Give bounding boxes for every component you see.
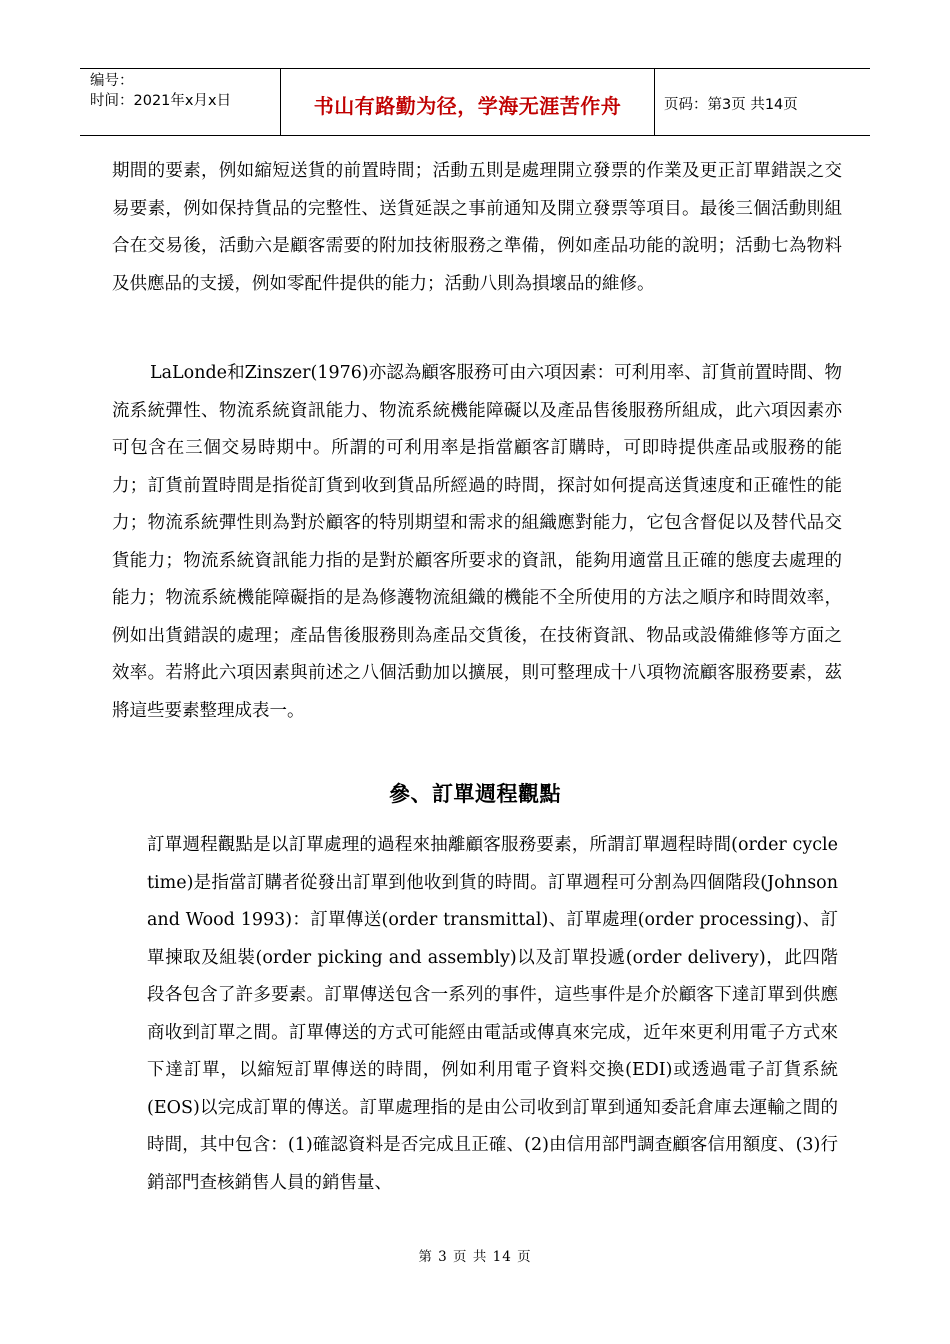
paragraph-lalonde-zinszer: LaLonde和Zinszer(1976)亦認為顧客服務可由六項因素：可利用率、訂貨前置時間、物流系統彈性、物流系統資訊能力、物流系統機能障礙以及產品售後服務所組成，此六項因素亦可包含在三個交易時期中。所謂的可利用率是指當顧客訂購時，可即時提供產品或服務的能力；訂貨前置時間是指從訂貨到收到貨品所經過的時間，探討如何提高送貨速度和正確性的能力；物流系統彈性則為對於顧客的特別期望和需求的組織應對能力，它包含督促以及替代品交貨能力；物流系統資訊能力指的是對於顧客所要求的資訊，能夠用適當且正確的態度去處理的能力；物流系統機能障礙指的是為修護物流組織的機能不全所使用的方法之順序和時間效率，例如出貨錯誤的處理；產品售後服務則為產品交貨後，在技術資訊、物品或設備維修等方面之效率。若將此六項因素與前述之八個活動加以擴展，則可整理成十八項物流顧客服務要素，茲將這些要素整理成表一。 bbox=[112, 363, 842, 721]
page-header bbox=[80, 68, 870, 136]
document-date-label: 时间：2021年x月x日 bbox=[90, 93, 232, 109]
header-motto: 书山有路勤为径，学海无涯苦作舟 bbox=[281, 69, 655, 135]
paragraph-order-cycle: 訂單週程觀點是以訂單處理的過程來抽離顧客服務要素，所謂訂單週程時間(order cycle time)是指當訂購者從發出訂單到他收到貨的時間。訂單週程可分割為四個階段(Johnson and Wood 1993)：訂單傳送(order transmittal)、訂單處理(order processing)、訂單揀取及組裝(order picking and assembly)以及訂單投遞(order delivery)，此四階段各包含了許多要素。訂單傳送包含一系列的事件，這些事件是介於顧客下達訂單到供應商收到訂單之間。訂單傳送的方式可能經由電話或傳真來完成，近年來更利用電子方式來下達訂單，以縮短訂單傳送的時間，例如利用電子資料交換(EDI)或透過電子訂貨系統(EOS)以完成訂單的傳送。訂單處理指的是由公司收到訂單到通知委託倉庫去運輸之間的時間，其中包含：(1)確認資料是否完成且正確、(2)由信用部門調查顧客信用額度、(3)行銷部門查核銷售人員的銷售量、 bbox=[147, 835, 838, 1193]
header-meta bbox=[80, 69, 281, 135]
header-page-info: 页码：第3页 共14页 bbox=[664, 96, 798, 113]
document-number-label: 编号： bbox=[90, 73, 134, 89]
page-footer: 第 3 页 共 14 页 bbox=[418, 1249, 532, 1265]
section-title: 參、訂單週程觀點 bbox=[389, 781, 561, 806]
paragraph-activities: 期間的要素，例如縮短送貨的前置時間；活動五則是處理開立發票的作業及更正訂單錯誤之交易要素，例如保持貨品的完整性、送貨延誤之事前通知及開立發票等項目。最後三個活動則組合在交易後，活動六是顧客需要的附加技術服務之準備，例如產品功能的說明；活動七為物料及供應品的支援，例如零配件提供的能力；活動八則為損壞品的維修。 bbox=[112, 161, 842, 294]
